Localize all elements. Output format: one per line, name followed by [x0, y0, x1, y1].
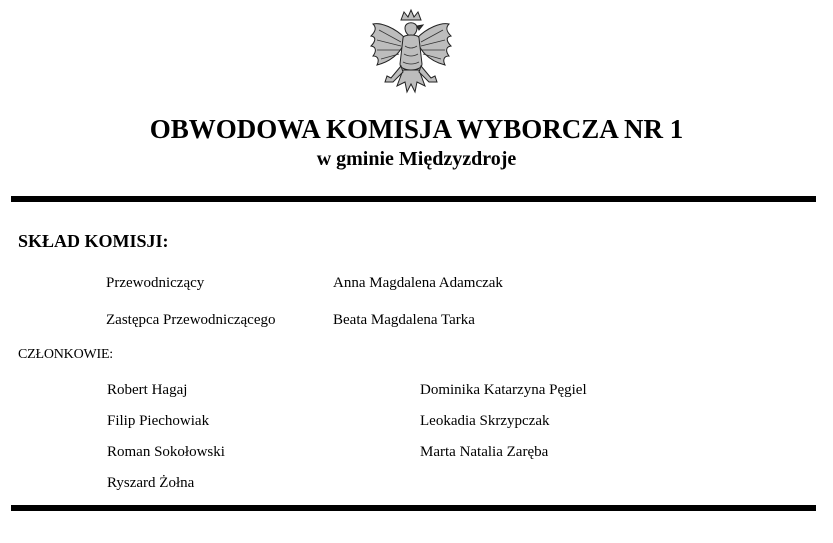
polish-eagle-emblem-icon: [367, 6, 455, 100]
member-name: Leokadia Skrzypczak: [420, 413, 550, 429]
member-name: Robert Hagaj: [107, 382, 188, 398]
page-subtitle: w gminie Międzyzdroje: [316, 148, 517, 170]
chair-role: Przewodniczący: [106, 275, 205, 291]
member-name: Ryszard Żołna: [107, 475, 195, 491]
deputy-role: Zastępca Przewodniczącego: [106, 312, 276, 328]
member-name: Marta Natalia Zaręba: [420, 444, 549, 460]
deputy-name: Beata Magdalena Tarka: [333, 312, 475, 328]
member-name: Dominika Katarzyna Pęgiel: [420, 382, 587, 398]
chair-name: Anna Magdalena Adamczak: [333, 275, 503, 291]
members-label: CZŁONKOWIE:: [18, 347, 114, 362]
member-name: Filip Piechowiak: [107, 413, 210, 429]
page-title: OBWODOWA KOMISJA WYBORCZA NR 1: [149, 114, 684, 144]
top-divider: [11, 196, 816, 202]
composition-heading: SKŁAD KOMISJI:: [18, 231, 169, 251]
member-name: Roman Sokołowski: [107, 444, 225, 460]
bottom-divider: [11, 505, 816, 511]
